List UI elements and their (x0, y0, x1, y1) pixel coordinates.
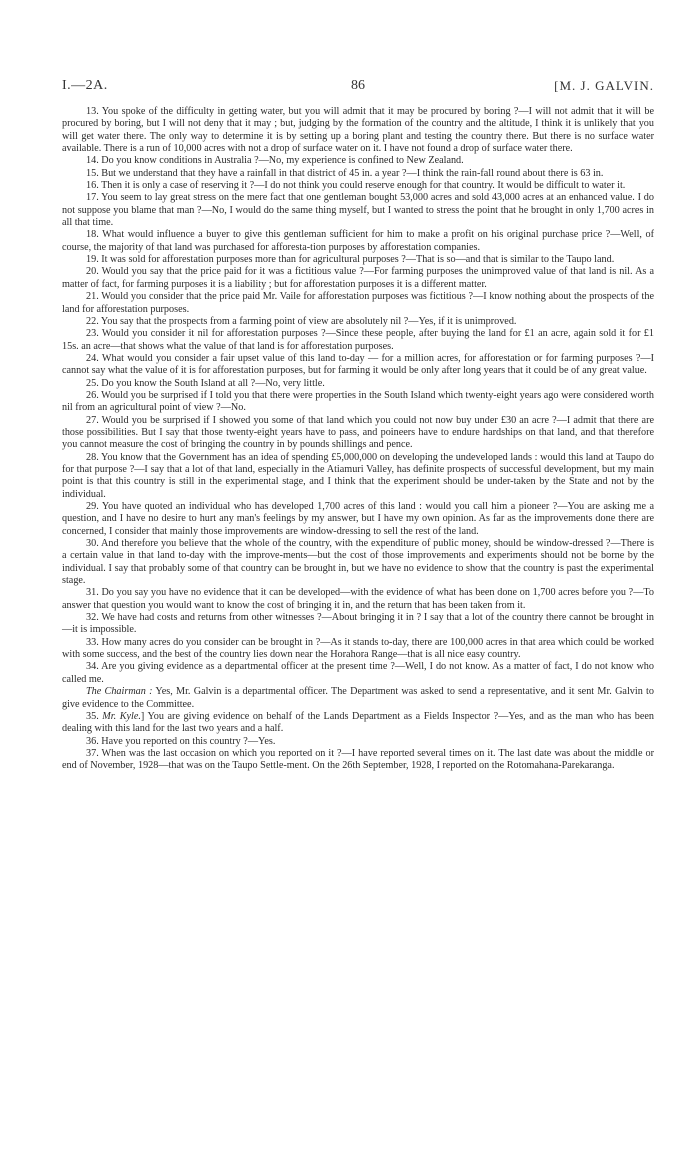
paragraph-34: 34. Are you giving evidence as a departmental officer at the present time ?—Well, I do not know. As a matter of fact, I do not know who called me. (62, 661, 654, 685)
page-number: 86 (351, 78, 365, 93)
paragraph-20: 20. Would you say that the price paid for it was a fictitious value ?—For farming purposes the unimproved value of that land is nil. As a matter of fact, for farming purposes it is a liability ; but for afforestation purposes it is a different matter. (62, 266, 654, 290)
paragraph-32: 32. We have had costs and returns from other witnesses ?—About bringing it in ? I say that a lot of the country there cannot be brought in—it is impossible. (62, 612, 654, 636)
document-reference: I.—2A. (62, 78, 108, 93)
paragraph-15: 15. But we understand that they have a rainfall in that district of 45 in. a year ?—I think the rain-fall round about there is 63 in. (86, 167, 604, 179)
paragraph-14: 14. Do you know conditions in Australia ?—No, my experience is confined to New Zealand. (86, 155, 464, 167)
paragraph-31: 31. Do you say you have no evidence that it can be developed—with the evidence of what has been done on 1,700 acres before you ?—To answer that question you would want to know the cost of bringing it in, and the return that has been taken from it. (62, 587, 654, 611)
chairman-text: Yes, Mr. Galvin is a departmental officer. The Department was asked to send a representative, and it sent Mr. Galvin to give evidence to the Committee. (62, 686, 654, 710)
kyle-label: Mr. Kyle. (102, 710, 141, 722)
paragraph-29: 29. You have quoted an individual who has developed 1,700 acres of this land : would you call him a pioneer ?—You are asking me a question, and I have no desire to hurt any man's feelings by my answer, but I have my own opinion. As far as the improvements done there are concerned, I consider that mainly those improvements are window-dressing to sell the rest of the land. (62, 501, 654, 537)
paragraph-26: 26. Would you be surprised if I told you that there were properties in the South Island which twenty-eight years ago were considered worth nil from an agricultural point of view ?—No. (62, 389, 654, 414)
paragraph-30: 30. And therefore you believe that the whole of the country, with the expenditure of public money, should be window-dressed ?—There is a certain value in that land to-day with the improve-ments—but the cost of those improvements and experiments should not be borne by the individual. I say that probably some of that country can be brought in, but we have no evidence to show that the country is past the experimental stage. (62, 538, 654, 587)
chairman-label: The Chairman : (86, 686, 153, 698)
page-header (62, 78, 654, 100)
paragraph-25: 25. Do you know the South Island at all ?—No, very little. (86, 377, 325, 389)
paragraph-33: 33. How many acres do you consider can be brought in ?—As it stands to-day, there are 100,000 acres in that area which could be worked with some success, and the best of the country lies down near the Horahora Range—that is all nice easy country. (62, 636, 654, 661)
paragraph-17: 17. You seem to lay great stress on the mere fact that one gentleman bought 53,000 acres and sold 43,000 acres at an enhanced value. I do not suppose you blame that man ?—No, I would do the same thing myself, but I wanted to stress the point that he brought in only 1,700 acres in all that time. (62, 192, 654, 229)
paragraph-35 (62, 711, 654, 736)
paragraph-28: 28. You know that the Government has an idea of spending £5,000,000 on developing the undeveloped lands : would this land at Taupo do for that purpose ?—I say that a lot of that land, especially in the Atiamuri Valley, has definite prospects of successful development, but my main point is that this country is still in the experimental stage, and I think that the experiment should be under-taken by the State and not by the individual. (62, 451, 654, 500)
paragraph-27: 27. Would you be surprised if I showed you some of that land which you could not now buy under £30 an acre ?—I admit that there are those possibilities. But I say that those twenty-eight years have to pass, and poineers have to endure hardships on that land, and that therefore you cannot measure the cost of bringing the country in by pounds shillings and pence. (62, 414, 654, 451)
paragraph-37: 37. When was the last occasion on which you reported on it ?—I have reported several times on it. The last date was about the middle or end of November, 1928—that was on the Taupo Settle-ment. On the 26th September, 1928, I reported on the Rotomahana-Parekarangа. (62, 747, 654, 772)
document-body (62, 106, 654, 773)
paragraph-24: 24. What would you consider a fair upset value of this land to-day — for a million acres, for afforestation or for farming purposes ?—I cannot say what the value of it is for afforestation purposes, but for farming it would be only after long years that it could be of any great value. (62, 352, 654, 377)
witness-name: [M. J. GALVIN. (554, 78, 654, 93)
paragraph-22: 22. You say that the prospects from a farming point of view are absolutely nil ?—Yes, if it is unimproved. (86, 315, 517, 327)
document-page (62, 78, 654, 773)
paragraph-35-number: 35. (86, 710, 103, 722)
paragraph-23: 23. Would you consider it nil for afforestation purposes ?—Since these people, after buying the land for £1 an acre, again sold it for £1 15s. an acre—that shows what the value of that land is for afforestation purposes. (62, 328, 654, 352)
paragraph-21: 21. Would you consider that the price paid Mr. Vaile for afforestation purposes was fictitious ?—I know nothing about the prospects of the land for afforestation purposes. (62, 291, 654, 315)
paragraph-19: 19. It was sold for afforestation purposes more than for agricultural purposes ?—That is so—and that is similar to the Taupo land. (86, 254, 615, 266)
paragraph-36: 36. Have you reported on this country ?—Yes. (86, 735, 276, 747)
paragraph-13: 13. You spoke of the difficulty in getting water, but you will admit that it may be procured by boring ?—I will not admit that it will be procured by boring, but I will not deny that it may ; but, judging by the formation of the country and the altitude, I think it is unlikely that you will get water there. The only way to determine it is by setting up a boring plant and testing the country there. But there is no surface water available. There is a run of 10,000 acres with not a drop of surface water on it. I have not found a drop of surface water there. (62, 106, 654, 155)
paragraph-16: 16. Then it is only a case of reserving it ?—I do not think you could reserve enough for that country. It would be difficult to water it. (86, 180, 626, 192)
paragraph-35-text: ] You are giving evidence on behalf of the Lands Department as a Fields Inspector ?—Yes, and as the man who has been dealing with this land for the last two years and a half. (62, 710, 654, 735)
paragraph-18: 18. What would influence a buyer to give this gentleman sufficient for him to make a profit on his original purchase price ?—Well, of course, the majority of that land was purchased for afforesta-tion purposes by afforestation companies. (62, 229, 654, 253)
chairman-statement (62, 686, 654, 711)
